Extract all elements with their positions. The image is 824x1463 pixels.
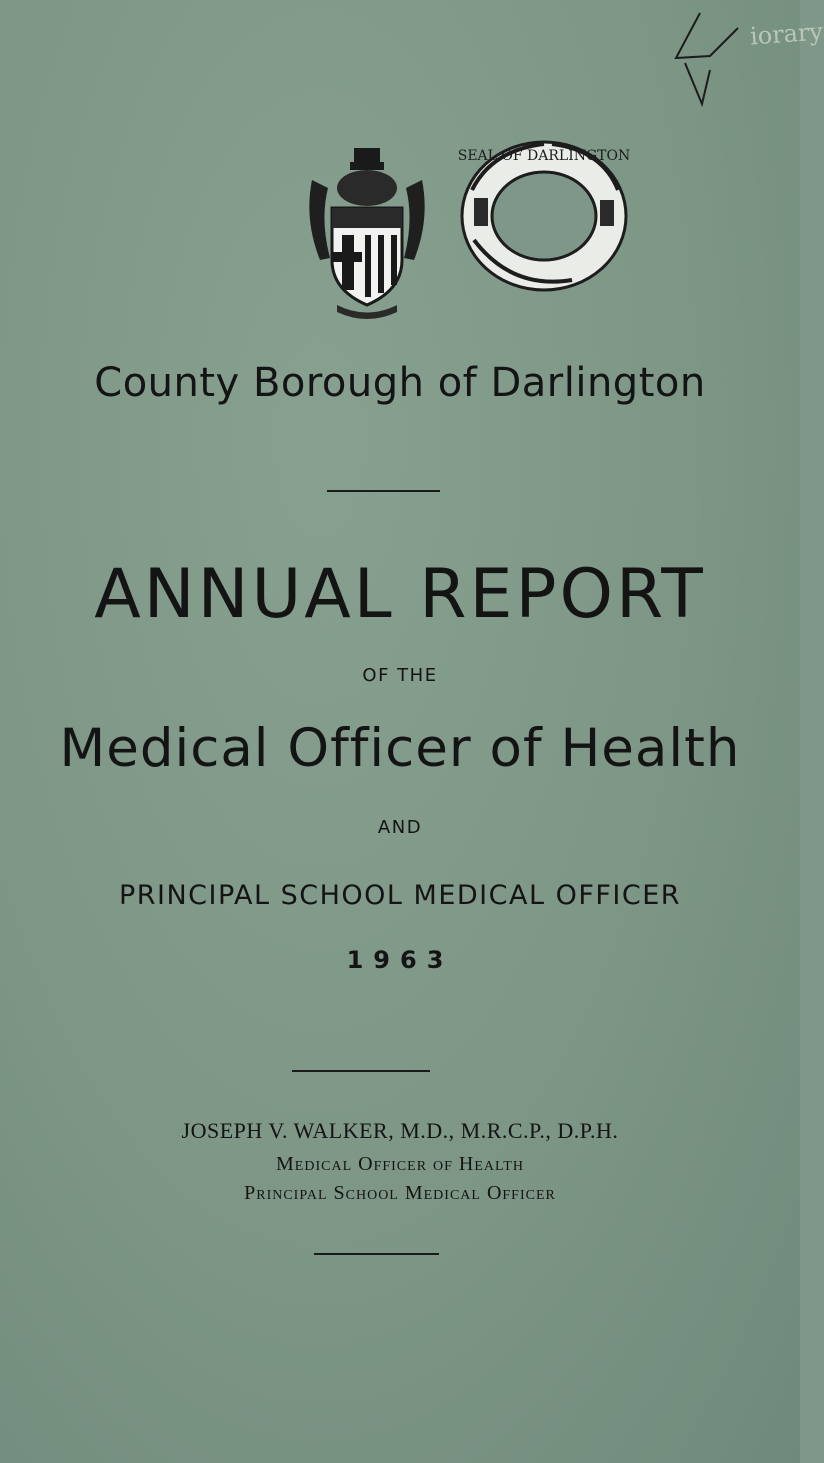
report-title: ANNUAL REPORT — [94, 555, 706, 634]
office-title: Medical Officer of Health — [59, 718, 741, 779]
of-the-label: OF THE — [362, 665, 438, 686]
author-role-2: Principal School Medical Officer — [244, 1182, 556, 1204]
author-name: JOSEPH V. WALKER, M.D., M.R.C.P., D.P.H. — [181, 1118, 619, 1143]
author-role-1: Medical Officer of Health — [276, 1153, 524, 1175]
divider-top — [327, 490, 440, 492]
borough-seal-icon — [452, 130, 632, 300]
second-office-title: PRINCIPAL SCHOOL MEDICAL OFFICER — [118, 880, 682, 911]
divider-bottom — [314, 1253, 439, 1255]
divider-middle — [292, 1070, 430, 1072]
authority-name: County Borough of Darlington — [94, 360, 706, 406]
pencil-mark-icon — [670, 8, 750, 108]
coat-of-arms-icon — [302, 140, 432, 320]
report-year: 1963 — [346, 946, 454, 974]
and-label: AND — [377, 817, 423, 838]
handwritten-note: iorary — [749, 17, 824, 51]
seal-lettering: SEAL OF DARLINGTON — [457, 148, 631, 164]
